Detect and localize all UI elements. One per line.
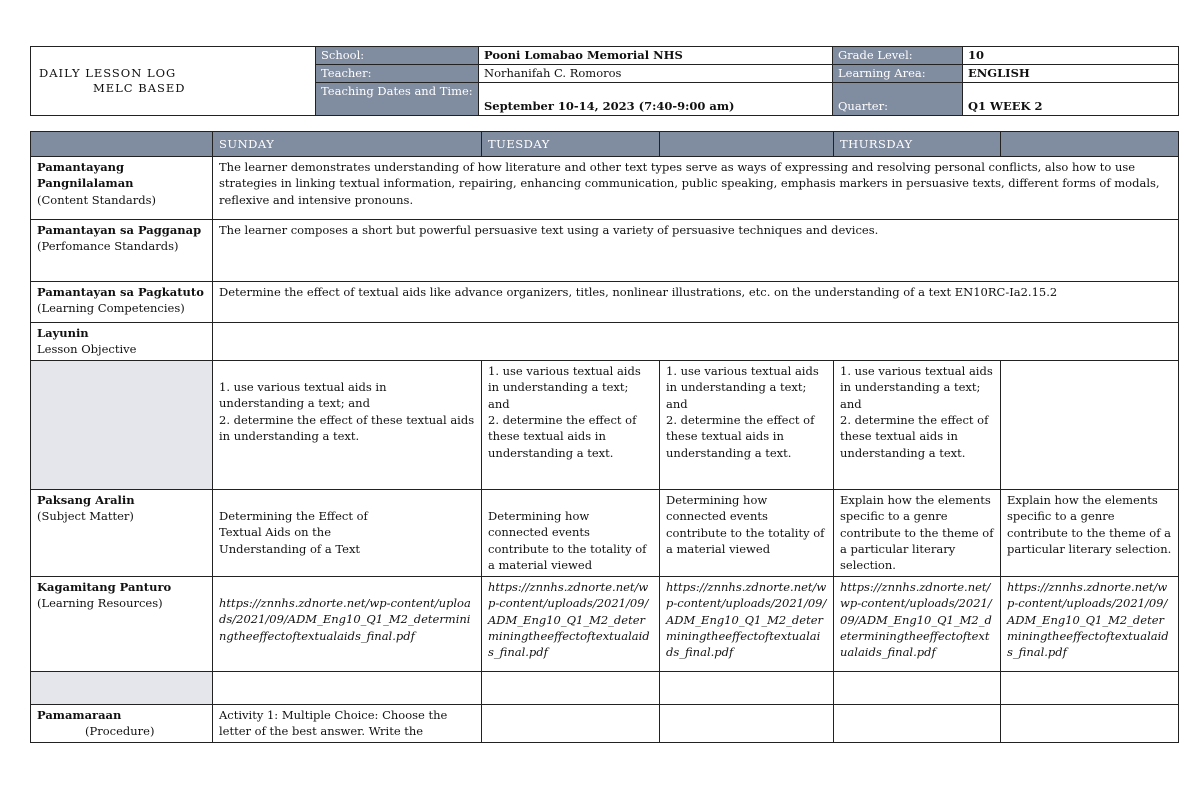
resource-link-1[interactable]: https://znnhs.zdnorte.net/wp-content/uploads/2021/09/ADM_Eng10_Q1_M2_determiningtheeffectoftextualaids_final.pdf bbox=[213, 576, 482, 671]
header-table bbox=[30, 46, 1179, 116]
competencies-row bbox=[31, 282, 1179, 323]
competencies-label-cell bbox=[31, 282, 213, 323]
log-title bbox=[31, 47, 316, 116]
subject-matter-label-cell bbox=[31, 489, 213, 576]
grade-label: Grade Level: bbox=[833, 47, 963, 65]
objective-cell-4: 1. use various textual aids in understanding a text; and 2. determine the effect of these textual aids in understanding a text. bbox=[834, 360, 1001, 489]
subject-cell-2: Determining how connected events contribute to the totality of a material viewed bbox=[482, 489, 660, 576]
row-sublabel: (Content Standards) bbox=[37, 192, 156, 207]
row-label: Kagamitang Panturo bbox=[37, 579, 172, 594]
subject-matter-row bbox=[31, 489, 1179, 576]
row-sublabel: (Procedure) bbox=[85, 724, 155, 739]
objective-row bbox=[31, 323, 1179, 361]
day-header-2: TUESDAY bbox=[482, 132, 660, 157]
day-header-4: THURSDAY bbox=[834, 132, 1001, 157]
procedure-cell-3 bbox=[660, 704, 834, 742]
subject-cell-1: Determining the Effect of Textual Aids on the Understanding of a Text bbox=[213, 489, 482, 576]
subject-cell-4: Explain how the elements specific to a genre contribute to the theme of a particular literary selection. bbox=[834, 489, 1001, 576]
objective-cell-1: 1. use various textual aids in understanding a text; and 2. determine the effect of these textual aids in understanding a text. bbox=[213, 360, 482, 489]
day-header-1: SUNDAY bbox=[213, 132, 482, 157]
subject-cell-5: Explain how the elements specific to a genre contribute to the theme of a particular literary selection. bbox=[1001, 489, 1179, 576]
school-value: Pooni Lomabao Memorial NHS bbox=[479, 47, 833, 65]
subject-cell-3: Determining how connected events contribute to the totality of a material viewed bbox=[660, 489, 834, 576]
content-standards-row bbox=[31, 157, 1179, 220]
objective-label-cell bbox=[31, 323, 213, 361]
resource-link-2[interactable]: https://znnhs.zdnorte.net/wp-content/uploads/2021/09/ADM_Eng10_Q1_M2_determiningtheeffectoftextualaids_final.pdf bbox=[482, 576, 660, 671]
day-header-blank bbox=[31, 132, 213, 157]
objective-text bbox=[213, 323, 1179, 361]
log-title-line1: DAILY LESSON LOG bbox=[39, 66, 177, 80]
quarter-value: Q1 WEEK 2 bbox=[963, 83, 1179, 116]
spacer-row bbox=[31, 671, 1179, 704]
row-label: Pamantayang Pangnilalaman bbox=[37, 160, 134, 191]
grade-value: 10 bbox=[963, 47, 1179, 65]
spacer-cell-4 bbox=[834, 671, 1001, 704]
school-label: School: bbox=[316, 47, 479, 65]
resource-link-4[interactable]: https://znnhs.zdnorte.net/wp-content/uploads/2021/09/ADM_Eng10_Q1_M2_determiningtheeffectoftextualaids_final.pdf bbox=[834, 576, 1001, 671]
performance-standards-text: The learner composes a short but powerful persuasive text using a variety of persuasive techniques and devices. bbox=[213, 220, 1179, 282]
resource-link-5[interactable]: https://znnhs.zdnorte.net/wp-content/uploads/2021/09/ADM_Eng10_Q1_M2_determiningtheeffectoftextualaids_final.pdf bbox=[1001, 576, 1179, 671]
row-label: Layunin bbox=[37, 326, 89, 340]
lesson-log-table bbox=[30, 131, 1179, 743]
row-label: Paksang Aralin bbox=[37, 492, 135, 507]
log-title-line2: MELC BASED bbox=[93, 81, 186, 95]
procedure-cell-4 bbox=[834, 704, 1001, 742]
spacer-cell-2 bbox=[482, 671, 660, 704]
day-header-row bbox=[31, 132, 1179, 157]
procedure-cell-5 bbox=[1001, 704, 1179, 742]
spacer-cell-5 bbox=[1001, 671, 1179, 704]
teacher-value: Norhanifah C. Romoros bbox=[479, 65, 833, 83]
quarter-label: Quarter: bbox=[833, 83, 963, 116]
row-label: Pamantayan sa Pagganap bbox=[37, 223, 202, 237]
procedure-cell-2 bbox=[482, 704, 660, 742]
row-sublabel: Lesson Objective bbox=[37, 342, 137, 357]
day-header-3 bbox=[660, 132, 834, 157]
competencies-text: Determine the effect of textual aids like advance organizers, titles, nonlinear illustrations, etc. on the understanding of a text EN10RC-Ia2.15.2 bbox=[213, 282, 1179, 323]
spacer-label-cell bbox=[31, 671, 213, 704]
objectives-blank-cell bbox=[31, 360, 213, 489]
objective-cell-3: 1. use various textual aids in understanding a text; and 2. determine the effect of these textual aids in understanding a text. bbox=[660, 360, 834, 489]
resource-link-3[interactable]: https://znnhs.zdnorte.net/wp-content/uploads/2021/09/ADM_Eng10_Q1_M2_determiningtheeffectoftextualaids_final.pdf bbox=[660, 576, 834, 671]
area-label: Learning Area: bbox=[833, 65, 963, 83]
content-standards-text: The learner demonstrates understanding of how literature and other text types serve as ways of expressing and resolving personal conflicts, also how to use strategies in linking textual information, repairing, enhancing communication, public speaking, emphasis markers in persuasive texts, different forms of modals, reflexive and intensive pronouns. bbox=[213, 157, 1179, 220]
row-sublabel: (Learning Resources) bbox=[37, 596, 163, 611]
procedure-label-cell bbox=[31, 704, 213, 742]
objective-cell-5 bbox=[1001, 360, 1179, 489]
row-sublabel: (Subject Matter) bbox=[37, 509, 134, 524]
row-label: Pamamaraan bbox=[37, 707, 122, 722]
procedure-cell-1: Activity 1: Multiple Choice: Choose the letter of the best answer. Write the bbox=[213, 704, 482, 742]
dates-value: September 10-14, 2023 (7:40-9:00 am) bbox=[479, 83, 833, 116]
performance-standards-row bbox=[31, 220, 1179, 282]
objectives-detail-row bbox=[31, 360, 1179, 489]
resources-row bbox=[31, 576, 1179, 671]
content-standards-label-cell bbox=[31, 157, 213, 220]
teacher-label: Teacher: bbox=[316, 65, 479, 83]
day-header-5 bbox=[1001, 132, 1179, 157]
procedure-row bbox=[31, 704, 1179, 742]
performance-standards-label-cell bbox=[31, 220, 213, 282]
area-value: ENGLISH bbox=[963, 65, 1179, 83]
row-label: Pamantayan sa Pagkatuto bbox=[37, 285, 204, 299]
objective-cell-2: 1. use various textual aids in understanding a text; and 2. determine the effect of these textual aids in understanding a text. bbox=[482, 360, 660, 489]
row-sublabel: (Learning Competencies) bbox=[37, 301, 185, 316]
dates-label: Teaching Dates and Time: bbox=[316, 83, 479, 116]
resources-label-cell bbox=[31, 576, 213, 671]
spacer-cell-3 bbox=[660, 671, 834, 704]
row-sublabel: (Perfomance Standards) bbox=[37, 239, 179, 254]
spacer-cell-1 bbox=[213, 671, 482, 704]
